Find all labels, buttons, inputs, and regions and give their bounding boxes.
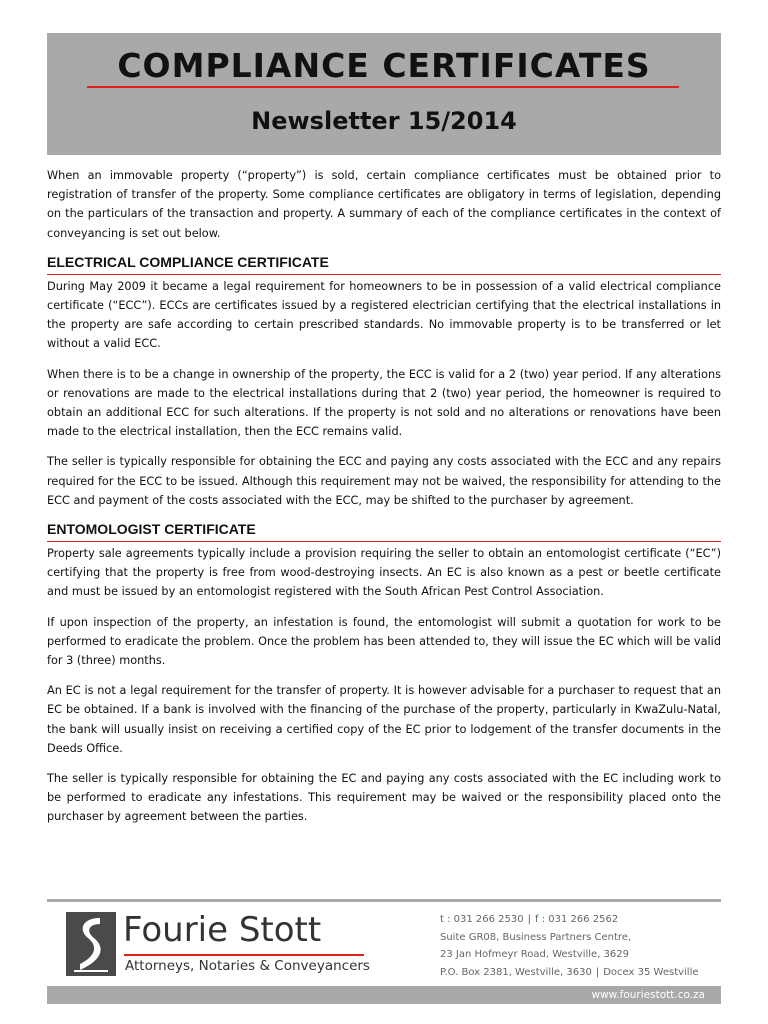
paragraph: During May 2009 it became a legal requirement for homeowners to be in possession of a valid electrical compliance certificate (“ECC”). ECCs are certificates issued by a registered electrician certifying that the electrical installations in the property are safe according to certain prescribed standards. No immovable property is to be transferred or let without a valid ECC. [47,279,721,351]
telephone: t : 031 266 2530 [440,914,524,925]
section-electrical [47,254,721,510]
title-underline [87,86,679,88]
newsletter-header [47,33,721,155]
paragraph: The seller is typically responsible for obtaining the EC and paying any costs associated with the EC including work to be performed to eradicate any infestations. This requirement may be waived or the responsibility placed onto the purchaser by agreement between the parties. [47,772,721,824]
paragraph: An EC is not a legal requirement for the transfer of property. It is however advisable for a purchaser to request that an EC be obtained. If a bank is involved with the financing of the purchase of the property, particularly in KwaZulu-Natal, the bank will usually insist on receiving a certified copy of the EC prior to lodgement of the transfer documents in the Deeds Office. [47,684,721,755]
intro-paragraph: When an immovable property (“property”) is sold, certain compliance certificates must be obtained prior to registration of transfer of the property. Some compliance certificates are obligatory in terms of legislation, depending on the particulars of the transaction and property. A summary of each of the compliance certificates in the context of conveyancing is set out below. [47,169,721,240]
paragraph: Property sale agreements typically include a provision requiring the seller to obtain an entomologist certificate (“EC”) certifying that the property is free from wood-destroying insects. An EC is also known as a pest or beetle certificate and must be issued by an entomologist registered with the South African Pest Control Association. [47,547,721,599]
fax: f : 031 266 2562 [535,914,619,925]
contact-details [440,911,699,981]
docex: Docex 35 Westville [603,966,699,978]
firm-name: Fourie Stott [123,910,322,950]
po-box: P.O. Box 2381, Westville, 3630 [440,966,592,978]
paragraph: When there is to be a change in ownership of the property, the ECC is valid for a 2 (two) year period. If any alterations or renovations are made to the electrical installations during that 2 (two) year period, the homeowner is required to obtain an additional ECC for such alterations. If the property is not sold and no alterations or renovations have been made to the electrical installation, then the ECC remains valid. [47,367,721,439]
page-title: COMPLIANCE CERTIFICATES [117,46,651,85]
footer-divider [47,899,721,902]
separator: | [527,914,532,925]
section-entomologist [47,521,721,827]
paragraph: The seller is typically responsible for obtaining the ECC and paying any costs associated with the ECC and any repairs required for the ECC to be issued. Although this requirement may not be waived, the responsibility for attending to the ECC and payment of the costs associated with the ECC, may be shifted to the purchaser by agreement. [47,455,721,507]
newsletter-number: Newsletter 15/2014 [251,107,517,135]
paragraph: If upon inspection of the property, an infestation is found, the entomologist will submit a quotation for work to be performed to eradicate the problem. Once the problem has been attended to, they will issue the EC which will be valid for 3 (three) months. [47,615,721,668]
section-heading: ELECTRICAL COMPLIANCE CERTIFICATE [47,254,721,275]
phone-line [440,911,699,929]
address-line: 23 Jan Hofmeyr Road, Westville, 3629 [440,949,630,960]
section-heading: ENTOMOLOGIST CERTIFICATE [47,521,721,542]
article-body [47,166,721,838]
separator: | [595,966,600,978]
address-line: Suite GR08, Business Partners Centre, [440,931,632,943]
postal-line [440,964,699,982]
fourie-stott-logo-icon [66,912,116,976]
website-link[interactable]: www.fouriestott.co.za [591,989,705,1001]
logo-underline [124,954,364,956]
firm-tagline: Attorneys, Notaries & Conveyancers [125,958,370,974]
